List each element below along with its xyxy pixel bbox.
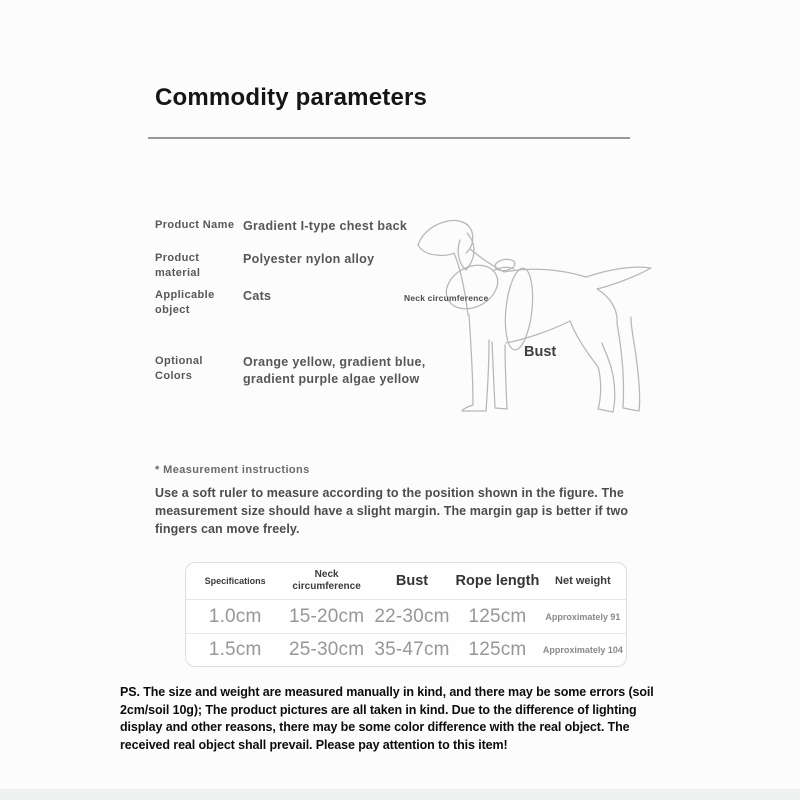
page-title: Commodity parameters <box>155 84 428 111</box>
table-row <box>186 633 626 666</box>
measurement-instructions-body: Use a soft ruler to measure according to the position shown in the figure. The measurement size should have a slight margin. The margin gap is better if two fingers can move freely. <box>155 486 629 536</box>
cell-net-weight: Approximately 91 <box>545 611 621 622</box>
column-header-rope-length: Rope length <box>455 573 540 589</box>
cell-net-weight: Approximately 104 <box>542 645 623 655</box>
size-table-header-row <box>186 563 626 600</box>
info-label: Product Name <box>155 219 235 231</box>
column-header-neck-circumference: Neck circumference <box>292 568 361 592</box>
info-value: Polyester nylon alloy <box>243 252 375 266</box>
dog-measurement-diagram <box>392 208 664 432</box>
info-label: Optional Colors <box>155 355 203 382</box>
dog-line-art <box>392 208 664 432</box>
info-value: Orange yellow, gradient blue, gradient purple algae yellow <box>243 355 426 386</box>
cell-neck-circumference: 25-30cm <box>288 639 365 660</box>
cell-specifications: 1.5cm <box>208 639 262 660</box>
cell-bust: 22-30cm <box>374 605 450 627</box>
ps-footnote: PS. The size and weight are measured manually in kind, and there may be some errors (soil 2cm/soil 10g); The product pictures are all taken in kind. Due to the difference of lighting display and other reasons, there may be some color difference with the real object. The received real object shall prevail. Please pay attention to this item! <box>120 685 654 752</box>
column-header-specifications: Specifications <box>204 576 266 586</box>
bottom-strip <box>0 789 800 800</box>
cell-rope-length: 125cm <box>468 605 527 627</box>
measurement-instructions-heading: * Measurement instructions <box>155 464 310 476</box>
title-divider <box>148 137 630 139</box>
info-value: Gradient I-type chest back <box>243 219 408 233</box>
cell-bust: 35-47cm <box>374 639 450 660</box>
neck-circumference-label: Neck circumference <box>404 293 489 303</box>
column-header-bust: Bust <box>395 573 429 589</box>
info-label: Product material <box>155 252 201 279</box>
cell-neck-circumference: 15-20cm <box>288 605 365 627</box>
cell-rope-length: 125cm <box>468 639 527 660</box>
bust-label: Bust <box>524 344 557 360</box>
size-table <box>185 562 627 667</box>
info-label: Applicable object <box>155 289 215 316</box>
column-header-net-weight: Net weight <box>555 575 611 587</box>
cell-specifications: 1.0cm <box>208 605 262 627</box>
info-value: Cats <box>243 289 272 303</box>
table-row <box>186 600 626 633</box>
